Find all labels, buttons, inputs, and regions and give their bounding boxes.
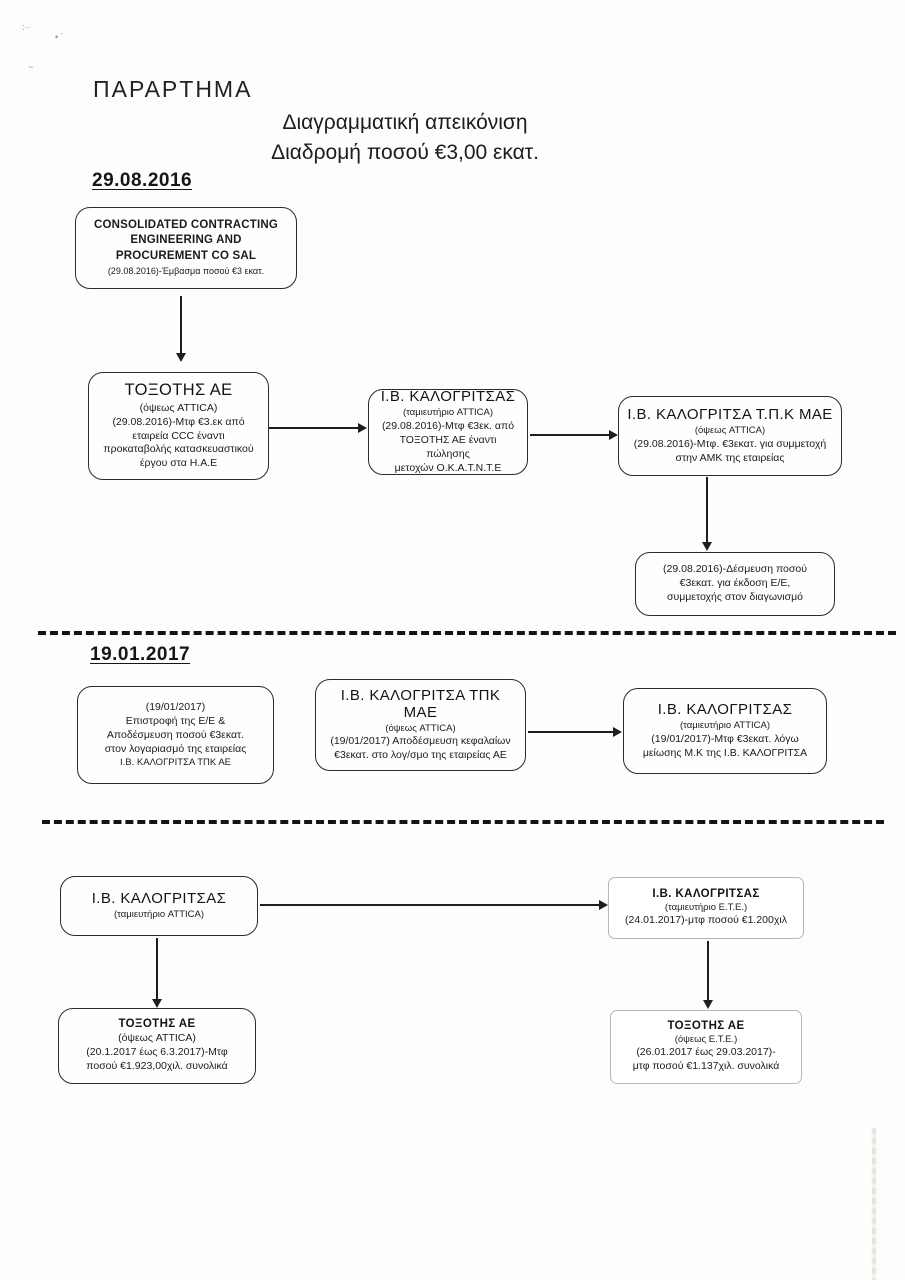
box-toxotis-ete xyxy=(610,1010,802,1084)
dashed-separator-1 xyxy=(38,631,896,635)
box-desmefsi xyxy=(635,552,835,616)
box-desmefsi-line3: συμμετοχής στον διαγωνισμό xyxy=(666,590,804,603)
diagram-title-line2: Διαδρομή ποσού €3,00 εκατ. xyxy=(271,141,539,165)
box-tox-ete-line2: (26.01.2017 έως 29.03.2017)- xyxy=(636,1046,776,1059)
box-toxotis-line4: προκαταβολής κατασκευαστικού xyxy=(103,443,254,456)
box-epistrofi-line5: Ι.Β. ΚΑΛΟΓΡΙΤΣΑ ΤΠΚ ΑΕ xyxy=(119,756,232,768)
box-ccc xyxy=(75,207,297,289)
box-tpk-mae-line1: (όψεως ATTICA) xyxy=(385,722,456,734)
arrow-kalete-to-toxotis xyxy=(707,941,709,1001)
box-toxotis-attica-2016 xyxy=(88,372,269,480)
box-kalogritsas-2016 xyxy=(368,389,528,475)
diagram-title-line1: Διαγραμματική απεικόνιση xyxy=(282,111,528,134)
box-ccc-name-line3: PROCUREMENT CO SAL xyxy=(115,249,257,262)
pencil-mark: • ´ xyxy=(55,32,64,42)
pencil-mark: :·· xyxy=(22,22,31,32)
box-epistrofi xyxy=(77,686,274,784)
box-kalogritsas17-line2: (19/01/2017)-Μτφ €3εκατ. λόγω xyxy=(651,732,799,745)
box-tpk-title: Ι.Β. ΚΑΛΟΓΡΙΤΣΑ Τ.Π.Κ ΜΑΕ xyxy=(627,406,833,424)
box-toxotis-line2: (29.08.2016)-Μτφ €3.εκ από xyxy=(112,415,245,428)
arrow-kalogritsas-to-tpk xyxy=(530,434,610,436)
box-kalogritsas17-line3: μείωσης Μ.Κ της Ι.Β. ΚΑΛΟΓΡΙΤΣΑ xyxy=(642,746,808,759)
box-tox-attica-line2: (20.1.2017 έως 6.3.2017)-Μτφ xyxy=(86,1046,228,1059)
box-ccc-name-line2: ENGINEERING AND xyxy=(130,234,242,247)
box-desmefsi-line1: (29.08.2016)-Δέσμευση ποσού xyxy=(663,563,807,576)
box-tox-attica-title: ΤΟΞΟΤΗΣ ΑΕ xyxy=(118,1018,196,1031)
arrow-ccc-to-toxotis xyxy=(180,296,182,354)
box-kalogritsas-line2: (29.08.2016)-Μτφ €3εκ. από xyxy=(381,419,515,432)
section2-date: 19.01.2017 xyxy=(90,644,191,665)
diagram-title xyxy=(175,108,635,169)
box-tpk-mae-title: Ι.Β. ΚΑΛΟΓΡΙΤΣΑ ΤΠΚ ΜΑΕ xyxy=(340,686,501,721)
box-epistrofi-line4: στον λογαριασμό της εταιρείας xyxy=(104,742,247,755)
box-toxotis-line1: (όψεως ATTICA) xyxy=(139,401,218,414)
box-tpk-mae-line2: (19/01/2017) Αποδέσμευση κεφαλαίων xyxy=(330,735,511,748)
box-tpk-mae-2017 xyxy=(315,679,526,771)
box-tpk-mae-line3: €3εκατ. στο λογ/σμο της εταιρείας ΑΕ xyxy=(334,749,507,762)
box-kal-ete-line2: (24.01.2017)-μτφ ποσού €1.200χιλ xyxy=(625,914,787,927)
arrow-tpk-to-desmefsi xyxy=(706,477,708,543)
appendix-heading: ΠΑΡΑΡΤΗΜΑ xyxy=(93,76,253,102)
box-kalogritsas-ete xyxy=(608,877,804,939)
box-epistrofi-line1: (19/01/2017) xyxy=(145,700,206,713)
box-kalogritsas-2017 xyxy=(623,688,827,774)
box-tox-attica-line3: ποσού €1.923,00χιλ. συνολικά xyxy=(86,1059,228,1072)
box-kal-ete-line1: (ταμιευτήριο Ε.Τ.Ε.) xyxy=(664,901,748,913)
arrow-attica-to-ete xyxy=(260,904,600,906)
dashed-separator-2 xyxy=(42,820,884,824)
box-ccc-name-line1: CONSOLIDATED CONTRACTING xyxy=(93,218,279,231)
arrow-toxotis-to-kalogritsas xyxy=(269,427,359,429)
box-kalogritsas-line1: (ταμιευτήριο ATTICA) xyxy=(403,407,493,419)
box-kal-attica-title: Ι.Β. ΚΑΛΟΓΡΙΤΣΑΣ xyxy=(91,890,227,908)
box-kalogritsas-attica xyxy=(60,876,258,936)
box-toxotis-line3: εταιρεία CCC έναντι xyxy=(132,429,225,442)
box-kalogritsas-line3: ΤΟΞΟΤΗΣ ΑΕ έναντι πώλησης xyxy=(399,433,497,460)
box-tox-attica-line1: (όψεως ATTICA) xyxy=(118,1032,196,1045)
box-tox-ete-line3: μτφ ποσού €1.137χιλ. συνολικά xyxy=(632,1060,780,1073)
scan-streak-artifact xyxy=(872,1128,876,1280)
box-tpk-line3: στην ΑΜΚ της εταιρείας xyxy=(675,451,785,464)
box-kalogritsa-tpk-mae xyxy=(618,396,842,476)
box-kal-ete-title: Ι.Β. ΚΑΛΟΓΡΙΤΣΑΣ xyxy=(652,887,760,900)
box-toxotis-title: ΤΟΞΟΤΗΣ ΑΕ xyxy=(124,380,233,399)
box-ccc-note: (29.08.2016)-Έμβασμα ποσού €3 εκατ. xyxy=(107,266,265,277)
arrow-kalattica-to-toxotis xyxy=(156,938,158,1000)
box-kalogritsas-title: Ι.Β. ΚΑΛΟΓΡΙΤΣΑΣ xyxy=(380,388,516,406)
box-epistrofi-line3: Αποδέσμευση ποσού €3εκατ. xyxy=(106,728,245,741)
section1-date: 29.08.2016 xyxy=(92,170,193,191)
box-tpk-line1: (όψεως ATTICA) xyxy=(694,425,766,437)
box-kal-attica-line1: (ταμιευτήριο ATTICA) xyxy=(114,909,204,921)
box-tpk-line2: (29.08.2016)-Μτφ. €3εκατ. για συμμετοχή xyxy=(633,437,827,450)
box-kalogritsas17-line1: (ταμιευτήριο ATTICA) xyxy=(680,720,770,732)
box-epistrofi-line2: Επιστροφή της Ε/Ε & xyxy=(125,714,226,727)
box-toxotis-attica-2017 xyxy=(58,1008,256,1084)
box-kalogritsas-line4: μετοχών Ο.Κ.Α.Τ.Ν.Τ.Ε xyxy=(394,461,502,474)
box-desmefsi-line2: €3εκατ. για έκδοση Ε/Ε, xyxy=(679,577,791,590)
arrow-tpkmae-to-kalogritsas xyxy=(528,731,614,733)
box-kalogritsas17-title: Ι.Β. ΚΑΛΟΓΡΙΤΣΑΣ xyxy=(657,701,793,719)
box-tox-ete-line1: (όψεως Ε.Τ.Ε.) xyxy=(674,1033,738,1045)
box-tox-ete-title: ΤΟΞΟΤΗΣ ΑΕ xyxy=(667,1019,745,1032)
pencil-mark: ~ xyxy=(28,62,34,72)
box-toxotis-line5: έργου στα Η.Α.Ε xyxy=(139,457,218,470)
